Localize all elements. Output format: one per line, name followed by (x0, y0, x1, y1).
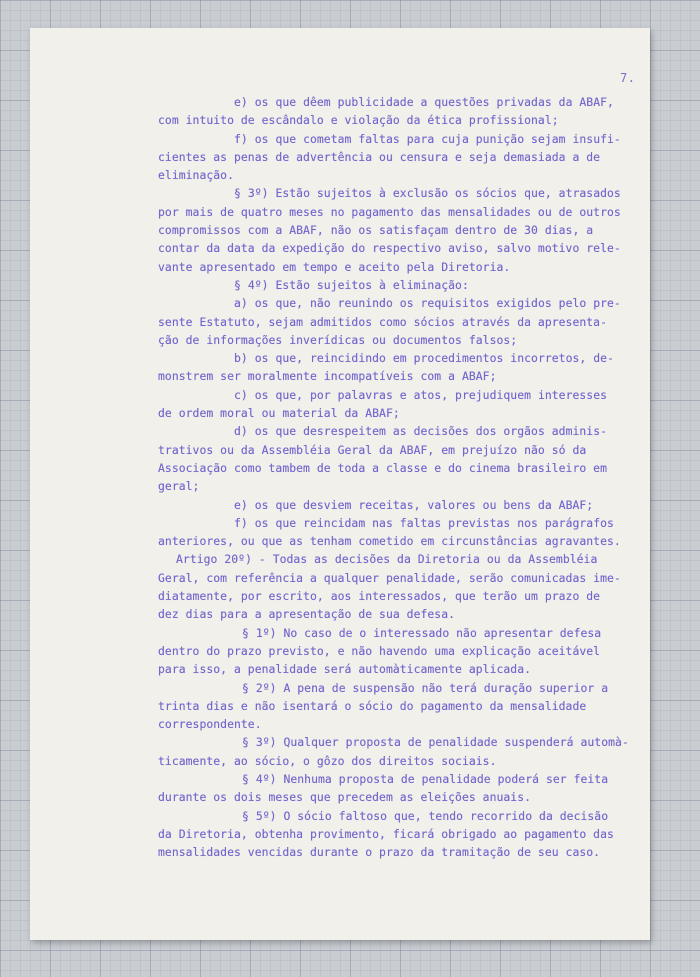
text-line: cientes as penas de advertência ou censura e seja demasiada a de (158, 149, 601, 164)
text-line: contar da data da expedição do respectivo aviso, salvo motivo rele- (158, 241, 621, 256)
text-line: monstrem ser moralmente incompatíveis com a ABAF; (158, 369, 497, 384)
text-line: Geral, com referência a qualquer penalidade, serão comunicadas ime- (158, 570, 621, 585)
text-line: ticamente, ao sócio, o gôzo dos direitos sociais. (158, 753, 497, 768)
text-line: § 3º) Qualquer proposta de penalidade suspenderá automà- (242, 735, 629, 750)
text-line: dentro do prazo previsto, e não havendo uma explicação aceitável (158, 643, 601, 658)
text-line: sente Estatuto, sejam admitidos como sócios através da apresenta- (158, 314, 608, 329)
text-line: trinta dias e não isentará o sócio do pagamento da mensalidade (158, 698, 587, 713)
text-line: durante os dois meses que precedem as eleições anuais. (158, 790, 532, 805)
text-line: § 1º) No caso de o interessado não apresentar defesa (242, 625, 602, 640)
text-line: correspondente. (158, 717, 262, 732)
text-line: geral; (158, 479, 200, 494)
text-line: de ordem moral ou material da ABAF; (158, 406, 400, 421)
text-line: anteriores, ou que as tenham cometido em circunstâncias agravantes. (158, 534, 621, 549)
text-line: f) os que reincidam nas faltas previstas nos parágrafos (234, 515, 614, 530)
text-line: trativos ou da Assembléia Geral da ABAF, em prejuízo não só da (158, 442, 587, 457)
text-line: e) os que desviem receitas, valores ou bens da ABAF; (234, 497, 594, 512)
document-body (158, 93, 658, 861)
text-line: por mais de quatro meses no pagamento das mensalidades ou de outros (158, 204, 621, 219)
text-line: c) os que, por palavras e atos, prejudiquem interesses (234, 387, 608, 402)
text-line: dez dias para a apresentação de sua defesa. (158, 607, 456, 622)
text-line: b) os que, reincidindo em procedimentos incorretos, de- (234, 351, 614, 366)
text-line: § 4º) Estão sujeitos à eliminação: (234, 277, 469, 292)
text-line: Associação como tambem de toda a classe e do cinema brasileiro em (158, 460, 608, 475)
text-line: a) os que, não reunindo os requisitos exigidos pelo pre- (234, 296, 621, 311)
text-line: para isso, a penalidade será automàticamente aplicada. (158, 662, 532, 677)
text-line: § 2º) A pena de suspensão não terá duração superior a (242, 680, 609, 695)
text-line: eliminação. (158, 168, 234, 183)
text-line: § 4º) Nenhuma proposta de penalidade poderá ser feita (242, 771, 609, 786)
page-number: 7. (620, 71, 636, 85)
text-line: diatamente, por escrito, aos interessados, que terão um prazo de (158, 589, 601, 604)
text-line: com intuito de escândalo e violação da ética profissional; (158, 113, 559, 128)
text-line: da Diretoria, obtenha provimento, ficará obrigado ao pagamento das (158, 826, 614, 841)
text-line: d) os que desrespeitem as decisões dos orgãos adminis- (234, 424, 608, 439)
text-line: Artigo 20º) - Todas as decisões da Diretoria ou da Assembléia (176, 552, 598, 567)
text-line: mensalidades vencidas durante o prazo da tramitação de seu caso. (158, 845, 601, 860)
text-line: ção de informações inverídicas ou documentos falsos; (158, 332, 518, 347)
text-line: f) os que cometam faltas para cuja punição sejam insufi- (234, 131, 621, 146)
text-line: vante apresentado em tempo e aceito pela Diretoria. (158, 259, 511, 274)
text-line: § 3º) Estão sujeitos à exclusão os sócios que, atrasados (234, 186, 621, 201)
text-line: § 5º) O sócio faltoso que, tendo recorrido da decisão (242, 808, 609, 823)
text-line: compromissos com a ABAF, não os satisfaçam dentro de 30 dias, a (158, 223, 594, 238)
text-line: e) os que dêem publicidade a questões privadas da ABAF, (234, 95, 614, 109)
